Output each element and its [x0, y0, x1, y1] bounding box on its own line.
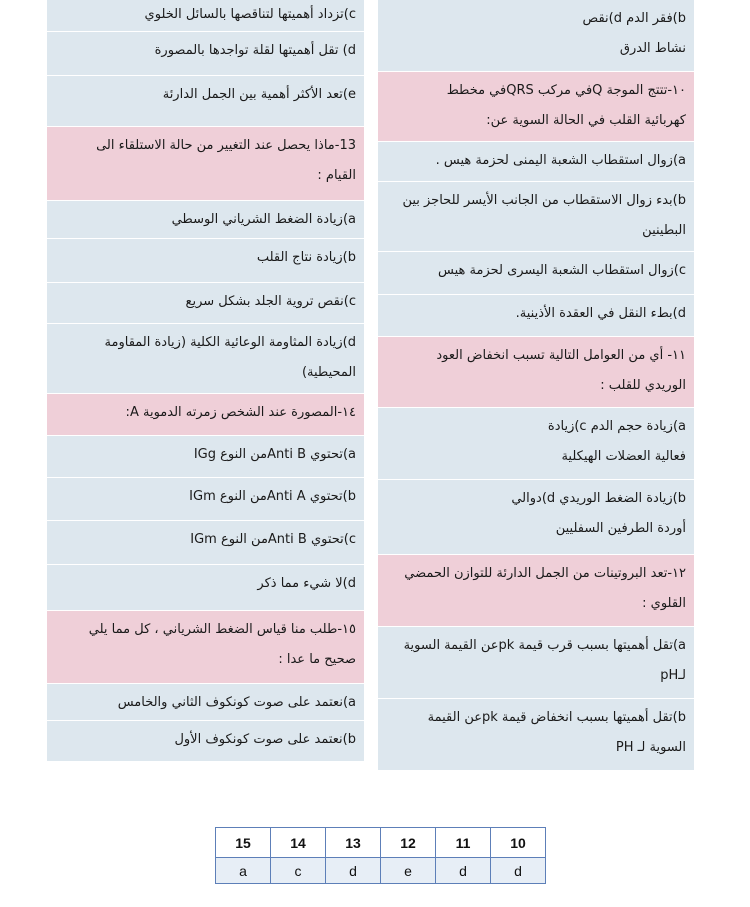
question-line: ١٢-تعد البروتينات من الجمل الدارئة للتوازن الحمضي	[404, 566, 686, 581]
question-line: الوريدي للقلب :	[600, 378, 686, 393]
q14-option-a	[47, 436, 364, 478]
option-line: c)تحتوي Anti Bمن النوع IGm	[190, 532, 356, 547]
answer-key	[215, 827, 546, 884]
right-column	[378, 0, 694, 771]
q14-option-d	[47, 565, 364, 611]
q11-options-ac	[378, 408, 694, 480]
option-line: b)تقل أهميتها بسبب انخفاض قيمة pkعن القيمة	[427, 710, 686, 725]
question-line: ١٥-طلب منا قياس الضغط الشرياني ، كل مما يلي	[88, 622, 356, 637]
question-10	[378, 72, 694, 142]
option-line: b)نعتمد على صوت كونكوف الأول	[174, 732, 356, 747]
q10-option-a	[378, 142, 694, 182]
q12-option-c	[47, 0, 364, 32]
option-line: a)تقل أهميتها بسبب قرب قيمة pkعن القيمة السوية	[403, 638, 686, 653]
option-line: c)نقص تروية الجلد بشكل سريع	[185, 294, 356, 309]
option-line: e)تعد الأكثر أهمية بين الجمل الدارئة	[162, 87, 356, 102]
question-line: صحيح ما عدا :	[278, 652, 356, 667]
answer-number-cell: 15	[216, 828, 271, 858]
question-line: ١٠-تتتج الموجة Qفي مركب QRSفي مخطط	[446, 83, 686, 98]
q14-option-c	[47, 521, 364, 565]
answer-number-cell: 10	[491, 828, 546, 858]
option-line: فعالية العضلات الهيكلية	[561, 449, 686, 464]
option-line: المحيطية)	[301, 365, 356, 380]
answer-number-cell: 14	[271, 828, 326, 858]
answer-letter-cell: d	[491, 858, 546, 884]
question-line: القلوي :	[642, 596, 686, 611]
option-line: a)زيادة الضغط الشرياني الوسطي	[171, 212, 356, 227]
q12-option-e	[47, 76, 364, 127]
answer-letter-row	[216, 858, 546, 884]
option-line: نشاط الدرق	[619, 41, 686, 56]
answer-letter-cell: d	[436, 858, 491, 884]
option-line: d)بطء النقل في العقدة الأذينية.	[515, 306, 686, 321]
q13-option-d	[47, 324, 364, 394]
answer-number-cell: 11	[436, 828, 491, 858]
question-15	[47, 611, 364, 684]
question-14	[47, 394, 364, 436]
option-line: a)نعتمد على صوت كونكوف الثاني والخامس	[117, 695, 356, 710]
q11-options-bd	[378, 480, 694, 555]
question-line: كهربائية القلب في الحالة السوية عن:	[486, 113, 686, 128]
q12-option-b	[378, 699, 694, 771]
q12-option-d	[47, 32, 364, 76]
option-line: b)زيادة الضغط الوريدي d)دوالي	[511, 491, 686, 506]
option-line: لـpH	[660, 668, 686, 683]
answer-letter-cell: d	[326, 858, 381, 884]
question-13	[47, 127, 364, 201]
answer-number-cell: 12	[381, 828, 436, 858]
question-line: ١١- أي من العوامل التالية تسبب انخفاض العود	[436, 348, 686, 363]
answer-letter-cell: a	[216, 858, 271, 884]
option-line: c)تزداد أهميتها لتناقصها بالسائل الخلوي	[144, 7, 356, 22]
option-line: السوية لـ PH	[615, 740, 686, 755]
q13-option-c	[47, 283, 364, 324]
q15-option-b	[47, 721, 364, 762]
option-line: b)فقر الدم d)نقص	[582, 11, 686, 26]
option-line: c)زوال استقطاب الشعبة اليسرى لحزمة هيس	[438, 263, 686, 278]
option-line: a)تحتوي Anti Bمن النوع IGg	[193, 447, 356, 462]
q10-option-c	[378, 252, 694, 295]
option-line: a)زيادة حجم الدم c)زيادة	[547, 419, 686, 434]
option-line: d) تقل أهميتها لقلة تواجدها بالمصورة	[154, 43, 356, 58]
option-line: البطينين	[642, 223, 686, 238]
answer-table	[215, 827, 546, 884]
q10-option-d	[378, 295, 694, 337]
question-line: 13-ماذا يحصل عند التغيير من حالة الاستلقاء الى	[96, 138, 356, 153]
option-line: b)زيادة نتاج القلب	[256, 250, 356, 265]
q13-option-b	[47, 239, 364, 283]
q14-option-b	[47, 478, 364, 521]
answer-letter-cell: c	[271, 858, 326, 884]
option-line: d)زيادة المثاومة الوعائية الكلية (زيادة المقاومة	[104, 335, 356, 350]
option-line: b)تحتوي Anti Aمن النوع IGm	[189, 489, 356, 504]
question-line: القيام :	[317, 168, 356, 183]
q9-options-bd	[378, 0, 694, 72]
q13-option-a	[47, 201, 364, 239]
option-line: d)لا شيء مما ذكر	[257, 576, 356, 591]
question-number-row	[216, 828, 546, 858]
left-column	[47, 0, 364, 762]
answer-number-cell: 13	[326, 828, 381, 858]
q15-option-a	[47, 684, 364, 721]
q12-option-a	[378, 627, 694, 699]
q10-option-b	[378, 182, 694, 252]
question-11	[378, 337, 694, 408]
option-line: أوردة الطرفين السفليين	[555, 521, 686, 536]
option-line: b)بدء زوال الاستقطاب من الجانب الأيسر للحاجز بين	[402, 193, 686, 208]
question-12	[378, 555, 694, 627]
answer-letter-cell: e	[381, 858, 436, 884]
question-line: ١٤-المصورة عند الشخص زمرته الدموية A:	[125, 405, 356, 420]
option-line: a)زوال استقطاب الشعبة اليمنى لحزمة هيس .	[435, 153, 686, 168]
